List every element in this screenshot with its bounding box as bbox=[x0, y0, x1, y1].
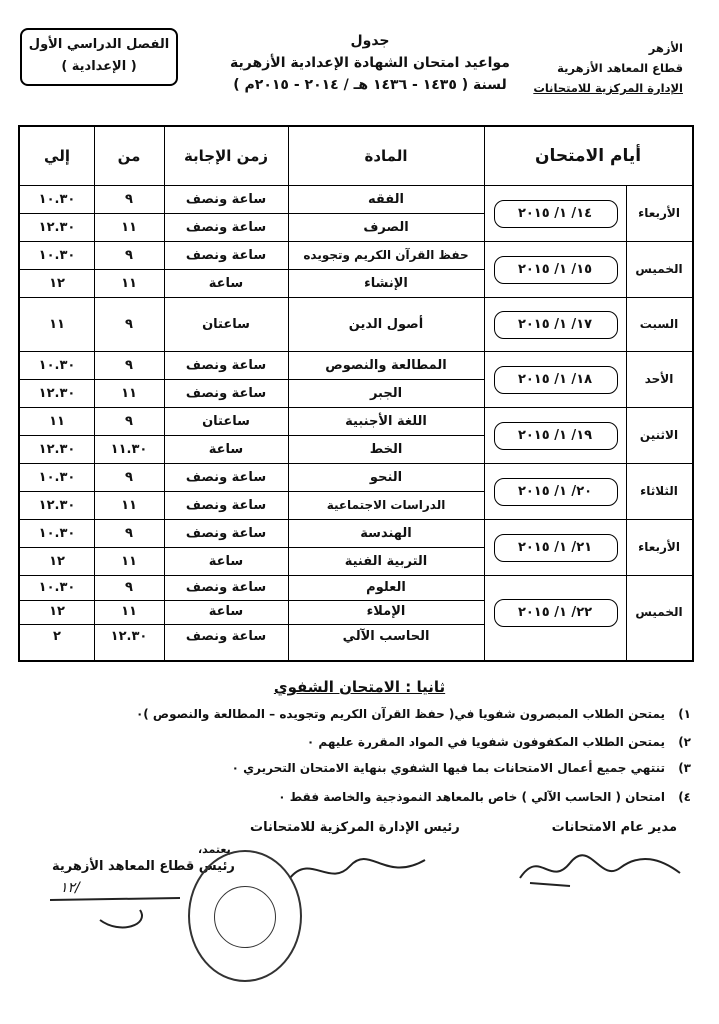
subject-cell: الإملاء bbox=[366, 604, 406, 620]
duration-cell: ساعة ونصف bbox=[185, 629, 267, 645]
subject-cell: الحاسب الآلي bbox=[342, 629, 430, 645]
oral-exam-item bbox=[41, 707, 691, 721]
exam-day: الثلاثاء bbox=[640, 484, 678, 498]
oral-item-number: ١) bbox=[678, 707, 691, 721]
oral-item-number: ٤) bbox=[678, 790, 691, 804]
duration-cell: ساعة ونصف bbox=[185, 497, 267, 513]
subject-cell: الجبر bbox=[369, 385, 403, 401]
exam-day: الأربعاء bbox=[638, 540, 680, 554]
to-time-cell: ١٠.٣٠ bbox=[38, 579, 76, 595]
term-box bbox=[20, 28, 178, 86]
exam-date: ٢٠/ ١/ ٢٠١٥ bbox=[517, 483, 593, 499]
central-head-signature bbox=[285, 848, 435, 893]
duration-cell: ساعة bbox=[208, 604, 244, 620]
oral-exam-item bbox=[41, 790, 691, 804]
subject-cell: اللغة الأجنبية bbox=[345, 413, 427, 429]
exam-day: الأربعاء bbox=[638, 206, 680, 220]
exam-schedule-table bbox=[18, 125, 694, 662]
from-time-cell: ١١ bbox=[121, 219, 137, 235]
from-time-cell: ٩ bbox=[125, 357, 133, 373]
subject-cell: الفقه bbox=[368, 191, 404, 207]
oral-exam-item bbox=[41, 735, 691, 749]
from-time-cell: ١١ bbox=[121, 497, 137, 513]
duration-cell: ساعة ونصف bbox=[185, 525, 267, 541]
exam-day: الأحد bbox=[644, 372, 674, 386]
header-from: من bbox=[117, 147, 141, 165]
from-time-cell: ٩ bbox=[125, 469, 133, 485]
subject-cell: التربية الفنية bbox=[344, 553, 428, 569]
from-time-cell: ١١ bbox=[121, 553, 137, 569]
from-time-cell: ٩ bbox=[125, 579, 133, 595]
exam-director-label: مدير عام الامتحانات bbox=[551, 820, 677, 835]
duration-cell: ساعة bbox=[208, 275, 244, 291]
oral-item-number: ٢) bbox=[678, 735, 691, 749]
central-head-label: رئيس الإدارة المركزية للامتحانات bbox=[250, 820, 460, 835]
from-time-cell: ٩ bbox=[125, 316, 133, 332]
to-time-cell: ١٢.٣٠ bbox=[38, 441, 76, 457]
handwritten-date: ١٢/ bbox=[60, 880, 80, 896]
exam-date: ١٨/ ١/ ٢٠١٥ bbox=[517, 371, 593, 387]
duration-cell: ساعة ونصف bbox=[185, 579, 267, 595]
header-days: أيام الامتحان bbox=[534, 146, 642, 166]
exam-date: ١٥/ ١/ ٢٠١٥ bbox=[517, 261, 593, 277]
header-to: إلي bbox=[44, 147, 70, 165]
to-time-cell: ١١ bbox=[49, 316, 65, 332]
duration-cell: ساعة ونصف bbox=[185, 247, 267, 263]
exam-date: ٢٢/ ١/ ٢٠١٥ bbox=[517, 604, 593, 620]
from-time-cell: ٩ bbox=[125, 413, 133, 429]
to-time-cell: ١٠.٣٠ bbox=[38, 525, 76, 541]
to-time-cell: ٢ bbox=[53, 629, 61, 645]
oral-exam-item bbox=[41, 761, 691, 775]
exam-day: الخميس bbox=[635, 605, 683, 619]
subject-cell: الدراسات الاجتماعية bbox=[326, 498, 446, 512]
exam-date: ١٧/ ١/ ٢٠١٥ bbox=[517, 316, 593, 332]
subject-cell: أصول الدين bbox=[348, 316, 424, 332]
sector-head-label: رئيس قطاع المعاهد الأزهرية bbox=[52, 859, 235, 874]
org-line-3: الإدارة المركزية للامتحانات bbox=[533, 81, 683, 95]
to-time-cell: ١١ bbox=[49, 413, 65, 429]
term-line-1: الفصل الدراسي الأول bbox=[28, 37, 170, 52]
duration-cell: ساعة ونصف bbox=[185, 219, 267, 235]
duration-cell: ساعة bbox=[208, 441, 244, 457]
term-line-2: ( الإعدادية ) bbox=[61, 59, 137, 74]
director-signature bbox=[510, 838, 690, 898]
header-duration: زمن الإجابة bbox=[183, 147, 269, 165]
subject-cell: الهندسة bbox=[360, 525, 412, 541]
to-time-cell: ١٠.٣٠ bbox=[38, 191, 76, 207]
oral-item-text: امتحان ( الحاسب الآلي ) خاص بالمعاهد النموذجية والخاصة فقط ٠ bbox=[278, 790, 665, 804]
duration-cell: ساعتان bbox=[202, 413, 250, 429]
duration-cell: ساعة ونصف bbox=[185, 357, 267, 373]
subject-cell: المطالعة والنصوص bbox=[325, 357, 447, 373]
org-line-2: قطاع المعاهد الأزهرية bbox=[557, 61, 683, 75]
to-time-cell: ١٢ bbox=[49, 275, 65, 291]
to-time-cell: ١٠.٣٠ bbox=[38, 357, 76, 373]
from-time-cell: ١١ bbox=[121, 385, 137, 401]
from-time-cell: ١٢.٣٠ bbox=[110, 629, 148, 645]
exam-date: ١٤/ ١/ ٢٠١٥ bbox=[517, 205, 593, 221]
to-time-cell: ١٢.٣٠ bbox=[38, 497, 76, 513]
title-line-2: مواعيد امتحان الشهادة الإعدادية الأزهرية bbox=[230, 55, 510, 71]
oral-item-text: تنتهي جميع أعمال الامتحانات بما فيها الشفوي بنهاية الامتحان التحريري ٠ bbox=[231, 761, 665, 775]
exam-date: ٢١/ ١/ ٢٠١٥ bbox=[517, 539, 593, 555]
subject-cell: حفظ القرآن الكريم وتجويده bbox=[303, 248, 469, 262]
approved-label: يعتمد، bbox=[198, 843, 231, 856]
title-line-1: جدول bbox=[350, 33, 390, 49]
exam-day: الاثنين bbox=[639, 428, 679, 442]
duration-cell: ساعة ونصف bbox=[185, 385, 267, 401]
from-time-cell: ٩ bbox=[125, 247, 133, 263]
duration-cell: ساعة bbox=[208, 553, 244, 569]
oral-exam-title: ثانيا : الامتحان الشفوي bbox=[273, 678, 446, 696]
oral-item-text: يمتحن الطلاب المبصرون شفويا في( حفظ القرآن الكريم وتجويده – المطالعة والنصوص )٠ bbox=[135, 707, 665, 721]
title-line-3: لسنة ( ١٤٣٥ - ١٤٣٦ هـ / ٢٠١٤ - ٢٠١٥م ) bbox=[233, 77, 507, 93]
from-time-cell: ٩ bbox=[125, 525, 133, 541]
subject-cell: النحو bbox=[369, 469, 403, 485]
official-seal bbox=[188, 850, 302, 982]
subject-cell: العلوم bbox=[366, 579, 406, 595]
org-line-1: الأزهر bbox=[648, 41, 683, 55]
to-time-cell: ١٢.٣٠ bbox=[38, 219, 76, 235]
from-time-cell: ١١.٣٠ bbox=[110, 441, 148, 457]
to-time-cell: ١٢.٣٠ bbox=[38, 385, 76, 401]
subject-cell: الخط bbox=[369, 441, 403, 457]
oral-item-number: ٣) bbox=[678, 761, 691, 775]
org-header bbox=[513, 38, 683, 98]
to-time-cell: ١٢ bbox=[49, 553, 65, 569]
to-time-cell: ١٢ bbox=[49, 604, 65, 620]
from-time-cell: ١١ bbox=[121, 604, 137, 620]
document-title bbox=[215, 30, 525, 96]
from-time-cell: ٩ bbox=[125, 191, 133, 207]
exam-day: الخميس bbox=[635, 262, 683, 276]
subject-cell: الإنشاء bbox=[364, 275, 408, 291]
eagle-emblem-icon bbox=[214, 886, 276, 948]
exam-date: ١٩/ ١/ ٢٠١٥ bbox=[517, 427, 593, 443]
duration-cell: ساعة ونصف bbox=[185, 191, 267, 207]
exam-day: السبت bbox=[639, 317, 679, 331]
to-time-cell: ١٠.٣٠ bbox=[38, 469, 76, 485]
subject-cell: الصرف bbox=[363, 219, 409, 235]
to-time-cell: ١٠.٣٠ bbox=[38, 247, 76, 263]
duration-cell: ساعتان bbox=[202, 316, 250, 332]
header-subject: المادة bbox=[364, 147, 408, 165]
duration-cell: ساعة ونصف bbox=[185, 469, 267, 485]
oral-item-text: يمتحن الطلاب المكفوفون شفويا في المواد المقررة عليهم ٠ bbox=[306, 735, 665, 749]
from-time-cell: ١١ bbox=[121, 275, 137, 291]
